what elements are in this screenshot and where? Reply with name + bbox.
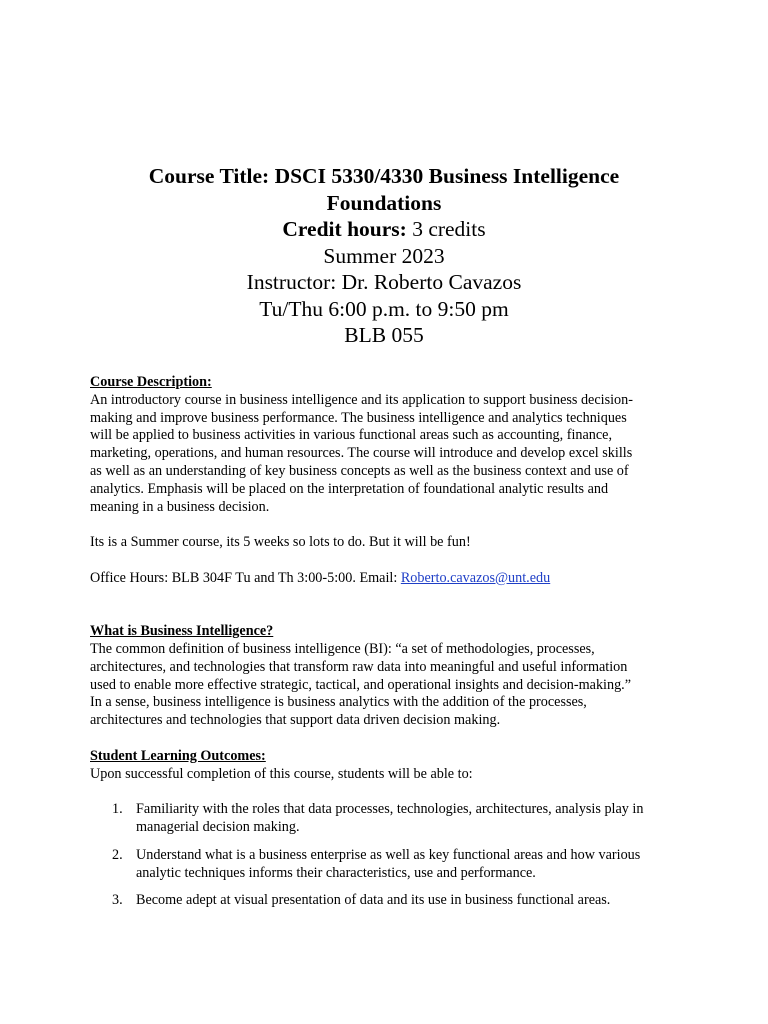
title-block [60, 163, 708, 349]
summer-note: Its is a Summer course, its 5 weeks so lots to do. But it will be fun! [90, 534, 471, 551]
paragraph-line: will be applied to business activities in various functional areas such as accounting, finance, [90, 427, 613, 444]
outcomes-intro: Upon successful completion of this course, students will be able to: [90, 765, 473, 782]
email-link[interactable]: Roberto.cavazos@unt.edu [400, 569, 551, 586]
course-description-heading: Course Description: [90, 374, 212, 390]
list-item [90, 801, 690, 837]
list-number: 1. [112, 801, 123, 818]
outcomes-heading: Student Learning Outcomes: [90, 747, 266, 764]
office-hours-text: Office Hours: BLB 304F Tu and Th 3:00-5:00. Email: [90, 569, 401, 586]
paragraph-line: making and improve business performance. The business intelligence and analytics techniques [90, 409, 627, 426]
syllabus-body [90, 374, 690, 920]
schedule: Tu/Thu 6:00 p.m. to 9:50 pm [259, 296, 509, 321]
paragraph-line: The common definition of business intelligence (BI): “a set of methodologies, processes, [90, 640, 595, 657]
list-item-line: managerial decision making. [136, 818, 300, 835]
paragraph-line: used to enable more effective strategic, tactical, and operational insights and decision-making.” [90, 676, 632, 693]
list-item [90, 847, 690, 883]
list-item-line: Become adept at visual presentation of data and its use in business functional areas. [136, 892, 611, 909]
list-number: 3. [112, 892, 123, 909]
bi-heading: What is Business Intelligence? [90, 623, 274, 640]
paragraph-line: as well as an understanding of key business concepts as well as the business context and use of [90, 462, 629, 479]
instructor: Instructor: Dr. Roberto Cavazos [246, 270, 522, 294]
list-number: 2. [112, 846, 123, 863]
paragraph-line: marketing, operations, and human resources. The course will introduce and develop excel skills [90, 445, 633, 462]
paragraph-line: In a sense, business intelligence is business analytics with the addition of the processes, [90, 694, 587, 711]
paragraph-line: An introductory course in business intelligence and its application to support business decision- [90, 391, 633, 408]
course-title-line-2: Foundations [326, 190, 442, 215]
course-description-text [90, 392, 690, 517]
list-item [90, 892, 690, 910]
outcomes-list [90, 801, 690, 910]
credit-hours-value: 3 credits [406, 217, 486, 241]
bi-definition [90, 641, 690, 730]
office-hours [90, 570, 690, 588]
list-item-line: Understand what is a business enterprise as well as key functional areas and how various [136, 846, 641, 863]
paragraph-line: analytics. Emphasis will be placed on the interpretation of foundational analytic results and [90, 480, 609, 497]
term: Summer 2023 [323, 243, 445, 268]
credit-hours [60, 216, 708, 243]
credit-hours-label: Credit hours: [282, 217, 407, 241]
paragraph-line: architectures, and technologies that transform raw data into meaningful and useful information [90, 658, 628, 675]
list-item-line: Familiarity with the roles that data processes, technologies, architectures, analysis play in [136, 801, 644, 818]
paragraph-line: meaning in a business decision. [90, 498, 270, 515]
list-item-line: analytic techniques informs their characteristics, use and performance. [136, 864, 536, 881]
paragraph-line: architectures and technologies that support data driven decision making. [90, 712, 501, 729]
room: BLB 055 [344, 323, 424, 347]
course-title-line-1: Course Title: DSCI 5330/4330 Business Intelligence [148, 164, 620, 188]
